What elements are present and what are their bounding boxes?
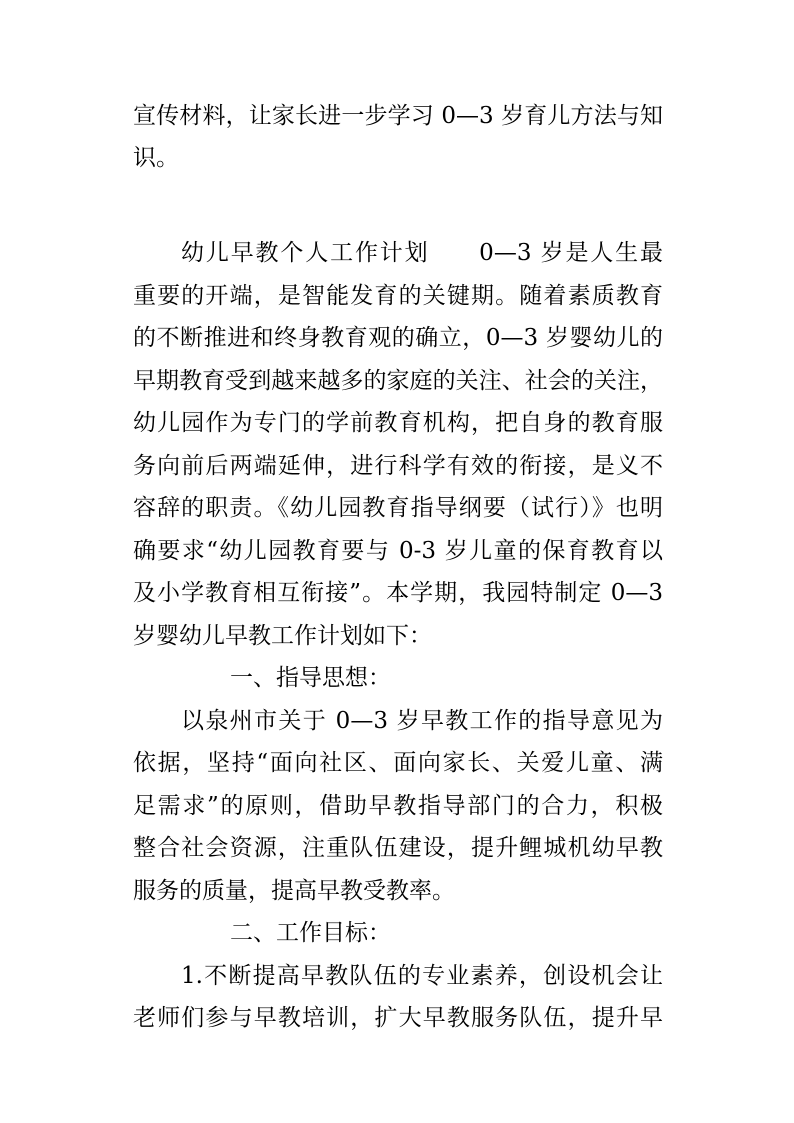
text-line: 整合社会资源，注重队伍建设，提升鲤城机幼早教 xyxy=(133,835,663,861)
text-line: 容辞的职责。《幼儿园教育指导纲要（试行）》也明 xyxy=(133,495,663,521)
section-heading: 一、指导思想： xyxy=(230,665,391,691)
text-line: 依据，坚持“面向社区、面向家长、关爱儿童、满 xyxy=(133,750,663,776)
text-line: 宣传材料，让家长进一步学习 0—3 岁育儿方法与知 xyxy=(133,103,663,129)
text-line: 岁婴幼儿早教工作计划如下： xyxy=(133,623,432,649)
text-line: 足需求”的原则，借助早教指导部门的合力，积极 xyxy=(133,793,663,819)
text-line: 确要求“幼儿园教育要与 0-3 岁儿童的保育教育以 xyxy=(133,538,663,564)
text-line: 幼儿园作为专门的学前教育机构，把自身的教育服 xyxy=(133,410,663,436)
text-line: 以泉州市关于 0—3 岁早教工作的指导意见为 xyxy=(181,708,663,734)
text-line: 服务的质量，提高早教受教率。 xyxy=(133,878,455,904)
text-line: 务向前后两端延伸，进行科学有效的衔接，是义不 xyxy=(133,453,663,479)
text-line: 的不断推进和终身教育观的确立，0—3 岁婴幼儿的 xyxy=(133,325,663,351)
text-line: 老师们参与早教培训，扩大早教服务队伍，提升早 xyxy=(133,1005,663,1031)
text-line: 及小学教育相互衔接”。本学期，我园特制定 0—3 xyxy=(133,580,663,606)
section-heading: 二、工作目标： xyxy=(230,920,391,946)
text-line: 1.不断提高早教队伍的专业素养，创设机会让 xyxy=(181,963,663,989)
text-line: 重要的开端，是智能发育的关键期。随着素质教育 xyxy=(133,283,663,309)
text-line: 识。 xyxy=(133,145,179,171)
document-title-line: 幼儿早教个人工作计划 0—3 岁是人生最 xyxy=(181,240,663,266)
text-line: 早期教育受到越来越多的家庭的关注、社会的关注， xyxy=(133,368,663,394)
